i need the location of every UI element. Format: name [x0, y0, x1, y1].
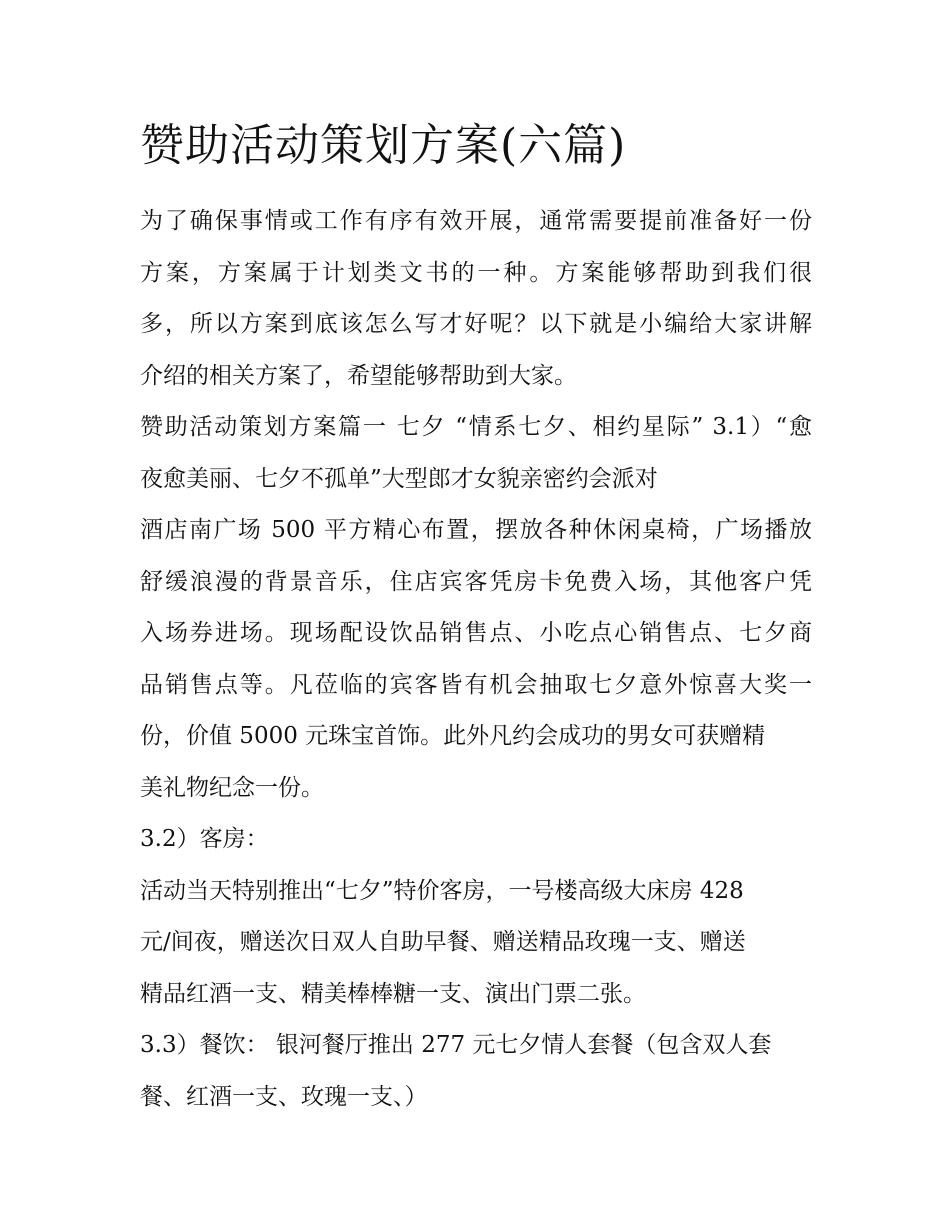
document-body — [140, 196, 812, 1123]
body-line-12: 美礼物纪念一份。 — [140, 774, 324, 801]
body-line-11: 份，价值 5000 元珠宝首饰。此外凡约会成功的男女可获赠精 — [140, 723, 766, 749]
body-line-7: 酒店南广场 500 平方精心布置，摆放各种休闲桌椅，广场播放 — [140, 517, 812, 543]
body-line-5: 赞助活动策划方案篇一 七夕 “情系七夕、相约星际” 3.1）“愈 — [140, 414, 812, 440]
body-line-3: 多，所以方案到底该怎么写才好呢？以下就是小编给大家讲解 — [140, 311, 812, 337]
body-line-15: 元/间夜，赠送次日双人自助早餐、赠送精品玫瑰一支、赠送 — [140, 929, 746, 955]
body-line-4: 介绍的相关方案了，希望能够帮助到大家。 — [140, 362, 577, 389]
body-line-14: 活动当天特别推出“七夕”特价客房，一号楼高级大床房 428 — [140, 877, 744, 904]
body-line-1: 为了确保事情或工作有序有效开展，通常需要提前准备好一份 — [140, 208, 812, 234]
body-line-8: 舒缓浪漫的背景音乐，住店宾客凭房卡免费入场，其他客户凭 — [140, 568, 812, 595]
document-title: 赞助活动策划方案(六篇) — [140, 120, 627, 171]
body-line-17: 3.3）餐饮： 银河餐厅推出 277 元七夕情人套餐（包含双人套 — [140, 1032, 772, 1058]
body-line-18: 餐、红酒一支、玫瑰一支、） — [140, 1083, 428, 1110]
body-line-16: 精品红酒一支、精美棒棒糖一支、演出门票二张。 — [140, 980, 646, 1007]
body-line-6: 夜愈美丽、七夕不孤单”大型郎才女貌亲密约会派对 — [140, 465, 658, 492]
body-line-2: 方案，方案属于计划类文书的一种。方案能够帮助到我们很 — [140, 259, 812, 286]
body-line-9: 入场券进场。现场配设饮品销售点、小吃点心销售点、七夕商 — [140, 620, 812, 646]
body-line-13: 3.2）客房： — [140, 826, 269, 852]
body-line-10: 品销售点等。凡莅临的宾客皆有机会抽取七夕意外惊喜大奖一 — [140, 671, 812, 698]
